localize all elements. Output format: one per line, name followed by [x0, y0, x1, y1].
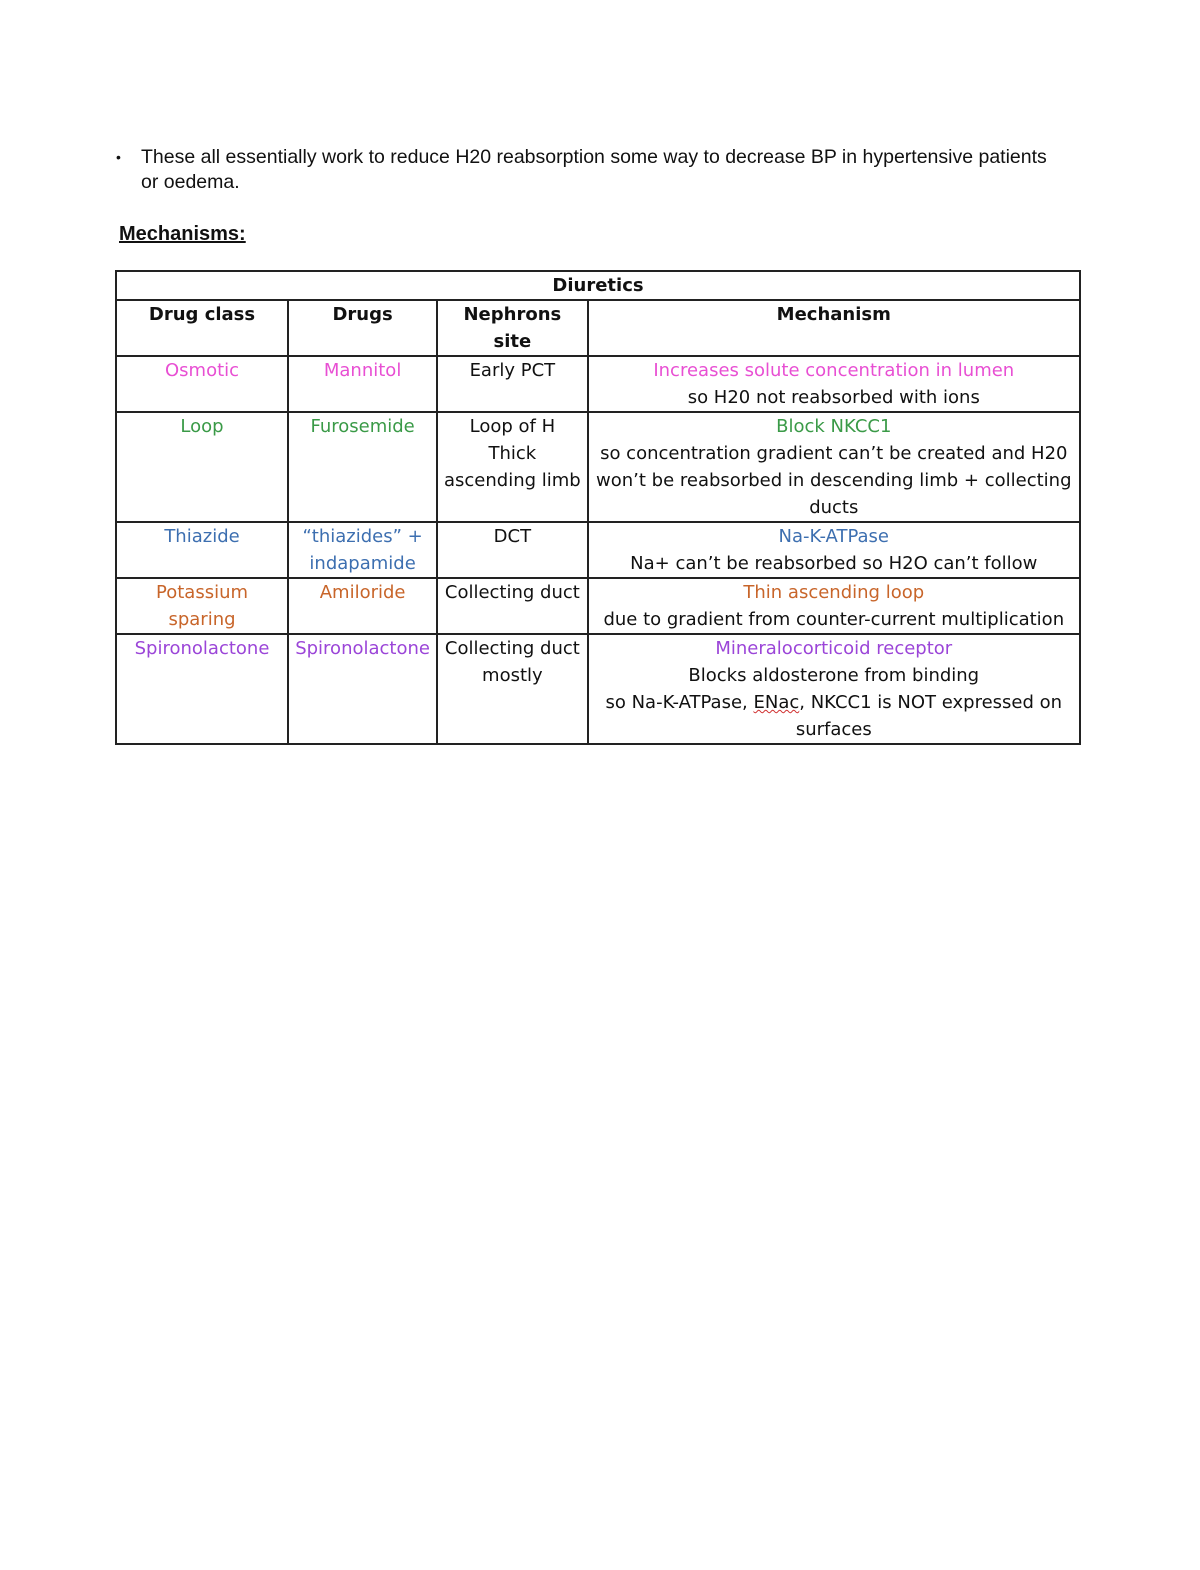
drug-class-cell-line: Loop: [180, 416, 224, 437]
nephron-site-cell-line: Loop of H: [469, 416, 556, 437]
mechanism-detail: due to gradient from counter-current multiplication: [603, 609, 1065, 630]
table-row: [116, 356, 1080, 412]
mechanism-cell: [588, 522, 1080, 578]
mechanism-target: Block NKCC1: [776, 416, 892, 437]
drugs-cell: [288, 578, 437, 634]
drug-class-cell-line: Potassium: [156, 582, 249, 603]
table-row: [116, 412, 1080, 522]
nephron-site-cell-line: Early PCT: [469, 360, 556, 381]
header-nephron-site: Nephrons site: [437, 300, 587, 356]
table-row: [116, 634, 1080, 744]
drug-class-cell: [116, 578, 288, 634]
mechanism-detail: so Na-K-ATPase, ENac, NKCC1 is NOT expressed on surfaces: [605, 692, 1063, 740]
table-title-row: [116, 271, 1080, 300]
mechanism-detail: Na+ can’t be reabsorbed so H2O can’t follow: [630, 553, 1038, 574]
drug-class-cell-line: Thiazide: [164, 526, 240, 547]
nephron-site-cell-line: ascending limb: [444, 470, 581, 491]
mechanism-target: Thin ascending loop: [743, 582, 925, 603]
drug-class-cell: [116, 634, 288, 744]
nephron-site-cell: [437, 356, 587, 412]
nephron-site-cell-line: Collecting duct: [444, 638, 580, 659]
drug-class-cell-line: Spironolactone: [134, 638, 270, 659]
mechanism-detail: Blocks aldosterone from binding: [688, 665, 980, 686]
nephron-site-cell-line: Thick: [488, 443, 537, 464]
drugs-cell-line: Mannitol: [323, 360, 402, 381]
mechanism-cell: [588, 578, 1080, 634]
drug-class-cell: [116, 356, 288, 412]
bullet-marker: •: [116, 149, 121, 165]
drugs-cell: [288, 522, 437, 578]
drug-class-cell-line: sparing: [168, 609, 236, 630]
nephron-site-cell-line: Collecting duct: [444, 582, 580, 603]
drugs-cell-line: Amiloride: [319, 582, 406, 603]
drug-class-cell: [116, 412, 288, 522]
table-row: [116, 578, 1080, 634]
mechanism-target: Increases solute concentration in lumen: [653, 360, 1015, 381]
mechanisms-heading: Mechanisms:: [119, 223, 246, 245]
nephron-site-cell: [437, 522, 587, 578]
header-mechanism: Mechanism: [588, 300, 1080, 356]
nephron-site-cell-line: DCT: [493, 526, 532, 547]
nephron-site-cell: [437, 578, 587, 634]
intro-bullet-item: [116, 145, 1066, 195]
drugs-cell-line: “thiazides” +: [302, 526, 423, 547]
nephron-site-cell-line: mostly: [482, 665, 543, 686]
mechanism-target: Mineralocorticoid receptor: [715, 638, 953, 659]
drug-class-cell-line: Osmotic: [164, 360, 240, 381]
drugs-cell-line: indapamide: [309, 553, 416, 574]
diuretics-table: [115, 270, 1081, 745]
drugs-cell: [288, 412, 437, 522]
mechanism-cell: [588, 634, 1080, 744]
drugs-cell-line: Spironolactone: [295, 638, 430, 659]
drug-class-cell: [116, 522, 288, 578]
table-title: Diuretics: [116, 271, 1080, 300]
drugs-cell: [288, 634, 437, 744]
mechanism-detail: so H20 not reabsorbed with ions: [687, 387, 980, 408]
header-drugs: Drugs: [288, 300, 437, 356]
nephron-site-cell: [437, 412, 587, 522]
spellcheck-flagged-word: ENac: [753, 692, 800, 713]
mechanism-detail: so concentration gradient can’t be created and H20 won’t be reabsorbed in descending limb + collecting ducts: [596, 443, 1072, 518]
table-header-row: [116, 300, 1080, 356]
mechanism-cell: [588, 412, 1080, 522]
mechanism-cell: [588, 356, 1080, 412]
drugs-cell-line: Furosemide: [310, 416, 415, 437]
header-drug-class: Drug class: [116, 300, 288, 356]
mechanism-target: Na-K-ATPase: [778, 526, 889, 547]
table-row: [116, 522, 1080, 578]
intro-text: These all essentially work to reduce H20 reabsorption some way to decrease BP in hypertensive patients or oedema.: [141, 146, 1047, 193]
nephron-site-cell: [437, 634, 587, 744]
table-body: [116, 356, 1080, 744]
drugs-cell: [288, 356, 437, 412]
